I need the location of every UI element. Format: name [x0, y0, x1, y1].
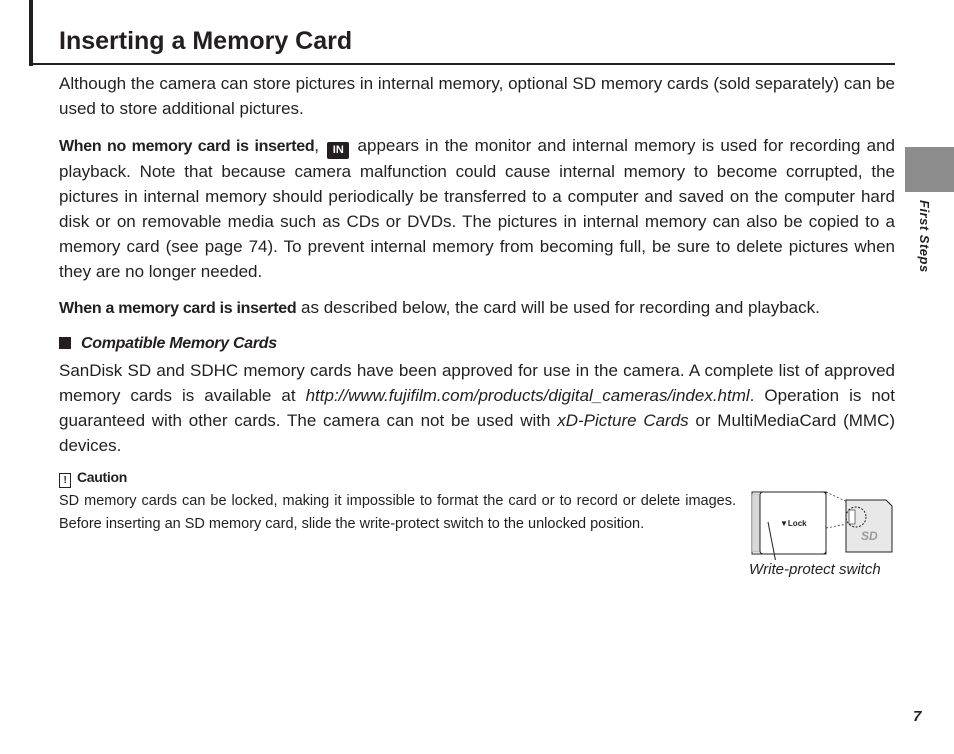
compatible-text-2: . Operation is not guaranteed with other cards. The camera can not be used with [59, 386, 895, 430]
card-inserted-text: as described below, the card will be used for recording and playback. [296, 298, 820, 317]
caution-heading-text: Caution [77, 469, 128, 485]
fujifilm-url-link[interactable]: http://www.fujifilm.com/products/digital_cameras/index.html [305, 386, 750, 405]
zoom-line-bottom [826, 524, 848, 528]
compatible-text-1: SanDisk SD and SDHC memory cards have been approved for use in the camera. A complete list of approved memory cards is available at [59, 361, 895, 405]
no-card-comma: , [314, 136, 320, 155]
illustration-caption: Write-protect switch [749, 561, 881, 578]
sd-logo: SD [861, 529, 878, 543]
page-title: Inserting a Memory Card [59, 27, 353, 55]
card-inserted-paragraph [59, 295, 895, 321]
title-underline [29, 63, 895, 65]
compatible-paragraph [59, 358, 895, 458]
side-tab-marker [905, 147, 954, 192]
caution-text: SD memory cards can be locked, making it impossible to format the card or to record or delete images. Before inserting an SD memory card, slide the write-protect switch to the unlocked position. [59, 493, 736, 532]
xd-picture-cards: xD-Picture Cards [557, 411, 689, 430]
compatible-heading-text: Compatible Memory Cards [81, 335, 277, 352]
write-protect-switch-icon [849, 510, 855, 524]
title-bar-accent [29, 0, 33, 66]
page-number: 7 [913, 708, 922, 725]
compatible-heading [59, 335, 277, 353]
no-card-paragraph [59, 133, 895, 284]
no-card-text: appears in the monitor and internal memory is used for recording and playback. Note that because camera malfunction could cause internal memory to become corrupted, the pictures in internal memory should periodically be transferred to a computer and saved on the computer hard disk or on removable media such as CDs or DVDs. The pictures in internal memory can also be copied to a memory card (see page 74). To prevent internal memory from becoming full, be sure to delete pictures when they are no longer needed. [59, 136, 896, 281]
intro-paragraph: Although the camera can store pictures in internal memory, optional SD memory cards (sold separately) can be used to store additional pictures. [59, 74, 895, 118]
sd-card-illustration [746, 488, 896, 560]
square-bullet-icon [59, 337, 71, 349]
card-inserted-lead: When a memory card is inserted [59, 300, 297, 317]
card-side-view [752, 494, 760, 552]
caution-icon: ! [59, 473, 71, 488]
lock-label: ▼Lock [780, 519, 807, 528]
no-card-lead: When no memory card is inserted [59, 138, 315, 155]
side-tab-label: First Steps [917, 200, 932, 273]
compatible-text-3: or MultiMediaCard (MMC) devices. [59, 411, 896, 455]
internal-memory-icon: IN [327, 142, 349, 159]
caution-heading [59, 469, 127, 488]
